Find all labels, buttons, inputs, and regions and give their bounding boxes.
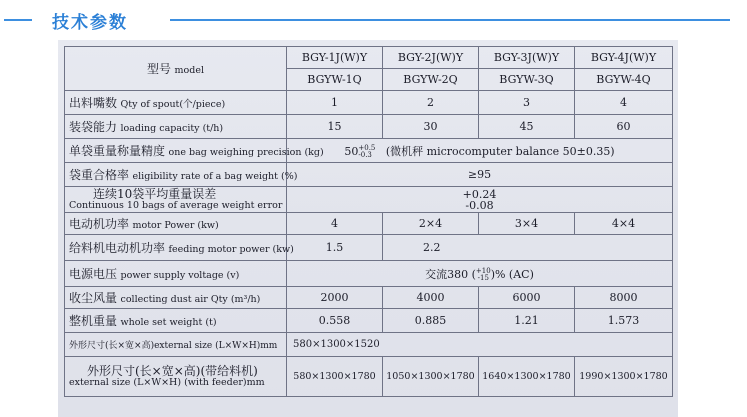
- model-1-bottom: BGYW-1Q: [287, 69, 383, 91]
- model-2-top: BGY-2J(W)Y: [383, 47, 479, 69]
- table-cell: 2.2: [383, 235, 673, 261]
- spout-label: 出料嘴数 Qty of spout(个/piece): [65, 91, 287, 115]
- model-3-top: BGY-3J(W)Y: [479, 47, 575, 69]
- table-cell: 2: [383, 91, 479, 115]
- table-row: [65, 333, 673, 357]
- table-cell: 2×4: [383, 213, 479, 235]
- motor-power-label: 电动机功率 motor Power (kw): [65, 213, 287, 235]
- table-cell: 30: [383, 115, 479, 139]
- table-cell: 3×4: [479, 213, 575, 235]
- table-cell: 1.573: [575, 309, 673, 333]
- eligibility-value: ≥95: [287, 163, 673, 187]
- table-cell: 1.5: [287, 235, 383, 261]
- external-size-label: 外形尺寸(长×宽×高)external size (L×W×H)mm: [65, 333, 287, 357]
- eligibility-label: 袋重合格率 eligibility rate of a bag weight (%): [65, 163, 287, 187]
- table-cell: 1990×1300×1780: [575, 357, 673, 397]
- table-cell: 2000: [287, 287, 383, 309]
- table-row: [65, 47, 673, 69]
- model-4-bottom: BGYW-4Q: [575, 69, 673, 91]
- table-cell: 0.885: [383, 309, 479, 333]
- table-cell: 4×4: [575, 213, 673, 235]
- table-cell: 3: [479, 91, 575, 115]
- capacity-label: 装袋能力 loading capacity (t/h): [65, 115, 287, 139]
- voltage-label: 电源电压 power supply voltage (v): [65, 261, 287, 287]
- spec-table-photo: [58, 40, 678, 417]
- table-cell: 1640×1300×1780: [479, 357, 575, 397]
- external-size-value: 580×1300×1520: [287, 333, 673, 357]
- table-row: [65, 163, 673, 187]
- avg-error-value: +0.24 -0.08: [287, 187, 673, 213]
- header-line-right: [170, 19, 730, 21]
- table-cell: 6000: [479, 287, 575, 309]
- section-header: [0, 0, 747, 40]
- table-row: [65, 309, 673, 333]
- table-cell: 1050×1300×1780: [383, 357, 479, 397]
- model-2-bottom: BGYW-2Q: [383, 69, 479, 91]
- table-row: [65, 287, 673, 309]
- table-row: [65, 91, 673, 115]
- table-cell: 0.558: [287, 309, 383, 333]
- model-4-top: BGY-4J(W)Y: [575, 47, 673, 69]
- table-cell: 4: [287, 213, 383, 235]
- table-cell: 45: [479, 115, 575, 139]
- avg-error-label: 连续10袋平均重量误差 Continuous 10 bags of average weight error: [65, 187, 287, 213]
- model-label: 型号 model: [65, 47, 287, 91]
- model-1-top: BGY-1J(W)Y: [287, 47, 383, 69]
- table-cell: 580×1300×1780: [287, 357, 383, 397]
- table-cell: 1: [287, 91, 383, 115]
- dust-air-label: 收尘风量 collecting dust air Qty (m³/h): [65, 287, 287, 309]
- spec-table: [64, 46, 673, 397]
- table-cell: 1.21: [479, 309, 575, 333]
- table-row: [65, 235, 673, 261]
- table-row: [65, 261, 673, 287]
- whole-weight-label: 整机重量 whole set weight (t): [65, 309, 287, 333]
- section-title: 技术参数: [52, 13, 128, 33]
- voltage-value: 交流380 ( +10 -15 )% (AC): [287, 261, 673, 287]
- table-row: [65, 187, 673, 213]
- model-3-bottom: BGYW-3Q: [479, 69, 575, 91]
- table-row: [65, 357, 673, 397]
- table-cell: 15: [287, 115, 383, 139]
- precision-value: 50 +0.5 -0.3 (微机秤 microcomputer balance 50±0.35): [287, 139, 673, 163]
- table-cell: 8000: [575, 287, 673, 309]
- table-row: [65, 213, 673, 235]
- precision-label: 单袋重量称量精度 one bag weighing precision (kg): [65, 139, 287, 163]
- table-cell: 60: [575, 115, 673, 139]
- feeding-power-label: 给料机电动机功率 feeding motor power (kw): [65, 235, 287, 261]
- external-size-feeder-label: 外形尺寸(长×宽×高)(带给料机) external size (L×W×H) (with feeder)mm: [65, 357, 287, 397]
- table-cell: 4000: [383, 287, 479, 309]
- header-line-left: [4, 19, 32, 21]
- table-row: [65, 115, 673, 139]
- table-cell: 4: [575, 91, 673, 115]
- table-row: [65, 139, 673, 163]
